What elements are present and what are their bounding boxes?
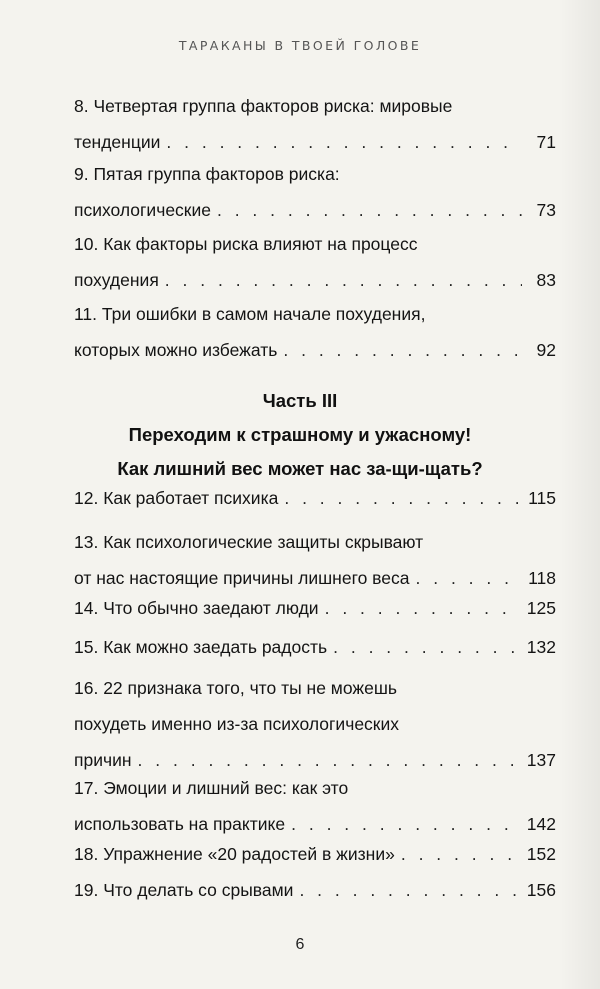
toc-entry-text: 9. Пятая группа факторов риска: bbox=[74, 164, 340, 184]
toc-entry-text: 14. Что обычно заедают люди bbox=[74, 598, 319, 618]
leader-dots bbox=[333, 629, 521, 665]
toc-entry-18 bbox=[74, 836, 556, 872]
toc-entry-text: которых можно избежать bbox=[74, 340, 278, 360]
page-number: 83 bbox=[536, 270, 556, 290]
page-number: 132 bbox=[526, 637, 556, 657]
leader-dots bbox=[299, 872, 520, 908]
toc-entry-text: 16. 22 признака того, что ты не можешь bbox=[74, 678, 397, 698]
toc-entry-text: 13. Как психологические защиты скрывают bbox=[74, 532, 424, 552]
toc-entry-text: от нас настоящие причины лишнего веса bbox=[74, 568, 410, 588]
toc-entry-text: использовать на практике bbox=[74, 814, 286, 834]
page-number: 92 bbox=[536, 340, 556, 360]
page-number: 73 bbox=[536, 200, 556, 220]
toc-entry-text: тенденции bbox=[74, 132, 161, 152]
toc-entry-17 bbox=[74, 770, 556, 842]
toc-entry-10 bbox=[74, 226, 556, 298]
toc-entry-text: психологические bbox=[74, 200, 211, 220]
part-subtitle: Как лишний вес может нас за-щи-щать? bbox=[117, 458, 483, 479]
toc-entry-19 bbox=[74, 872, 556, 908]
toc-entry-text: 19. Что делать со срывами bbox=[74, 880, 294, 900]
toc-entry-text: 8. Четвертая группа факторов риска: мировые bbox=[74, 96, 453, 116]
toc-entry-9 bbox=[74, 156, 556, 228]
page-number: 71 bbox=[536, 132, 556, 152]
toc-entry-text: причин bbox=[74, 750, 132, 770]
toc-entry-text: похудения bbox=[74, 270, 159, 290]
toc-entry-text: 11. Три ошибки в самом начале похудения, bbox=[74, 304, 426, 324]
toc-entry-text: 17. Эмоции и лишний вес: как это bbox=[74, 778, 349, 798]
toc-entry-15 bbox=[74, 629, 556, 665]
toc-entry-text: 15. Как можно заедать радость bbox=[74, 637, 328, 657]
toc-entry-text: 12. Как работает психика bbox=[74, 488, 279, 508]
leader-dots bbox=[217, 192, 522, 228]
toc-entry-text: похудеть именно из-за психологических bbox=[74, 714, 399, 734]
page-number: 152 bbox=[526, 844, 556, 864]
leader-dots bbox=[165, 262, 522, 298]
page-number: 118 bbox=[528, 568, 556, 588]
page-number: 142 bbox=[526, 814, 556, 834]
toc-entry-13 bbox=[74, 524, 556, 596]
leader-dots bbox=[284, 480, 522, 516]
part-label: Часть III bbox=[262, 390, 338, 411]
toc-entry-11 bbox=[74, 296, 556, 368]
page-edge-shadow bbox=[560, 0, 600, 989]
page-folio: 6 bbox=[295, 936, 305, 953]
part-title: Переходим к страшному и ужасному! bbox=[128, 424, 472, 445]
toc-entry-8 bbox=[74, 88, 556, 160]
page-number: 115 bbox=[528, 488, 556, 508]
part-heading bbox=[0, 384, 600, 486]
toc-entry-14 bbox=[74, 590, 556, 626]
page-number: 125 bbox=[526, 598, 556, 618]
leader-dots bbox=[325, 590, 521, 626]
toc-entry-text: 18. Упражнение «20 радостей в жизни» bbox=[74, 844, 395, 864]
toc-entry-16 bbox=[74, 670, 556, 778]
page-number: 137 bbox=[526, 750, 556, 770]
running-head: ТАРАКАНЫ В ТВОЕЙ ГОЛОВЕ bbox=[178, 38, 422, 53]
page-number: 156 bbox=[526, 880, 556, 900]
leader-dots bbox=[401, 836, 521, 872]
leader-dots bbox=[166, 124, 522, 160]
leader-dots bbox=[283, 332, 522, 368]
toc-entry-text: 10. Как факторы риска влияют на процесс bbox=[74, 234, 418, 254]
toc-entry-12 bbox=[74, 480, 556, 516]
